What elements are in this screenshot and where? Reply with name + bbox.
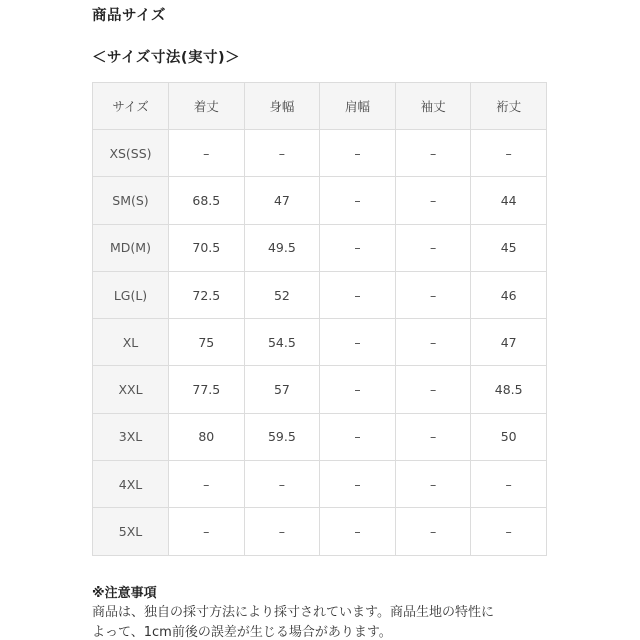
size-label-cell: LG(L) bbox=[93, 271, 169, 318]
column-header: 身幅 bbox=[244, 83, 320, 130]
table-row bbox=[93, 461, 547, 508]
size-dimensions-subtitle: ＜サイズ寸法(実寸)＞ bbox=[92, 50, 241, 66]
size-table bbox=[92, 82, 547, 556]
measurement-cell: – bbox=[395, 224, 471, 271]
column-header: サイズ bbox=[93, 83, 169, 130]
measurement-cell: – bbox=[320, 271, 396, 318]
measurement-cell: – bbox=[471, 508, 547, 555]
measurement-cell: 47 bbox=[471, 319, 547, 366]
measurement-cell: – bbox=[169, 508, 245, 555]
size-label-cell: 4XL bbox=[93, 461, 169, 508]
table-row bbox=[93, 366, 547, 413]
measurement-cell: 59.5 bbox=[244, 413, 320, 460]
table-header-row bbox=[93, 83, 547, 130]
measurement-cell: – bbox=[320, 224, 396, 271]
measurement-cell: 48.5 bbox=[471, 366, 547, 413]
measurement-cell: – bbox=[395, 271, 471, 318]
measurement-cell: – bbox=[395, 508, 471, 555]
column-header: 肩幅 bbox=[320, 83, 396, 130]
column-header: 着丈 bbox=[169, 83, 245, 130]
measurement-cell: – bbox=[320, 130, 396, 177]
table-row bbox=[93, 177, 547, 224]
measurement-cell: 80 bbox=[169, 413, 245, 460]
notes-title: ※注意事項 bbox=[92, 586, 157, 601]
table-row bbox=[93, 224, 547, 271]
notes-line-1: 商品は、独自の採寸方法により採寸されています。商品生地の特性に bbox=[92, 605, 494, 620]
measurement-cell: – bbox=[244, 508, 320, 555]
measurement-cell: 68.5 bbox=[169, 177, 245, 224]
measurement-cell: 46 bbox=[471, 271, 547, 318]
section-title: 商品サイズ bbox=[92, 8, 166, 24]
measurement-cell: 50 bbox=[471, 413, 547, 460]
measurement-cell: – bbox=[395, 177, 471, 224]
size-label-cell: XXL bbox=[93, 366, 169, 413]
measurement-cell: 54.5 bbox=[244, 319, 320, 366]
measurement-cell: – bbox=[471, 461, 547, 508]
size-label-cell: 3XL bbox=[93, 413, 169, 460]
notes-line-2: よって、1cm前後の誤差が生じる場合があります。 bbox=[92, 625, 392, 640]
size-label-cell: 5XL bbox=[93, 508, 169, 555]
measurement-cell: – bbox=[320, 413, 396, 460]
table-row bbox=[93, 271, 547, 318]
measurement-cell: – bbox=[395, 130, 471, 177]
table-row bbox=[93, 508, 547, 555]
measurement-cell: – bbox=[320, 461, 396, 508]
size-label-cell: SM(S) bbox=[93, 177, 169, 224]
measurement-cell: – bbox=[471, 130, 547, 177]
measurement-cell: – bbox=[320, 177, 396, 224]
measurement-cell: – bbox=[395, 461, 471, 508]
measurement-cell: 72.5 bbox=[169, 271, 245, 318]
measurement-cell: – bbox=[320, 366, 396, 413]
measurement-cell: 57 bbox=[244, 366, 320, 413]
measurement-cell: – bbox=[395, 413, 471, 460]
measurement-cell: 45 bbox=[471, 224, 547, 271]
table-row bbox=[93, 319, 547, 366]
measurement-cell: 44 bbox=[471, 177, 547, 224]
measurement-cell: – bbox=[169, 461, 245, 508]
measurement-cell: – bbox=[320, 319, 396, 366]
measurement-cell: 77.5 bbox=[169, 366, 245, 413]
column-header: 裄丈 bbox=[471, 83, 547, 130]
measurement-cell: 70.5 bbox=[169, 224, 245, 271]
measurement-cell: – bbox=[244, 461, 320, 508]
measurement-cell: – bbox=[395, 366, 471, 413]
measurement-cell: – bbox=[320, 508, 396, 555]
measurement-cell: 47 bbox=[244, 177, 320, 224]
measurement-cell: 75 bbox=[169, 319, 245, 366]
measurement-cell: – bbox=[244, 130, 320, 177]
table-body bbox=[93, 130, 547, 556]
table-row bbox=[93, 413, 547, 460]
measurement-cell: – bbox=[169, 130, 245, 177]
measurement-cell: 52 bbox=[244, 271, 320, 318]
column-header: 袖丈 bbox=[395, 83, 471, 130]
size-label-cell: XL bbox=[93, 319, 169, 366]
measurement-cell: – bbox=[395, 319, 471, 366]
table-row bbox=[93, 130, 547, 177]
size-label-cell: MD(M) bbox=[93, 224, 169, 271]
measurement-cell: 49.5 bbox=[244, 224, 320, 271]
size-label-cell: XS(SS) bbox=[93, 130, 169, 177]
